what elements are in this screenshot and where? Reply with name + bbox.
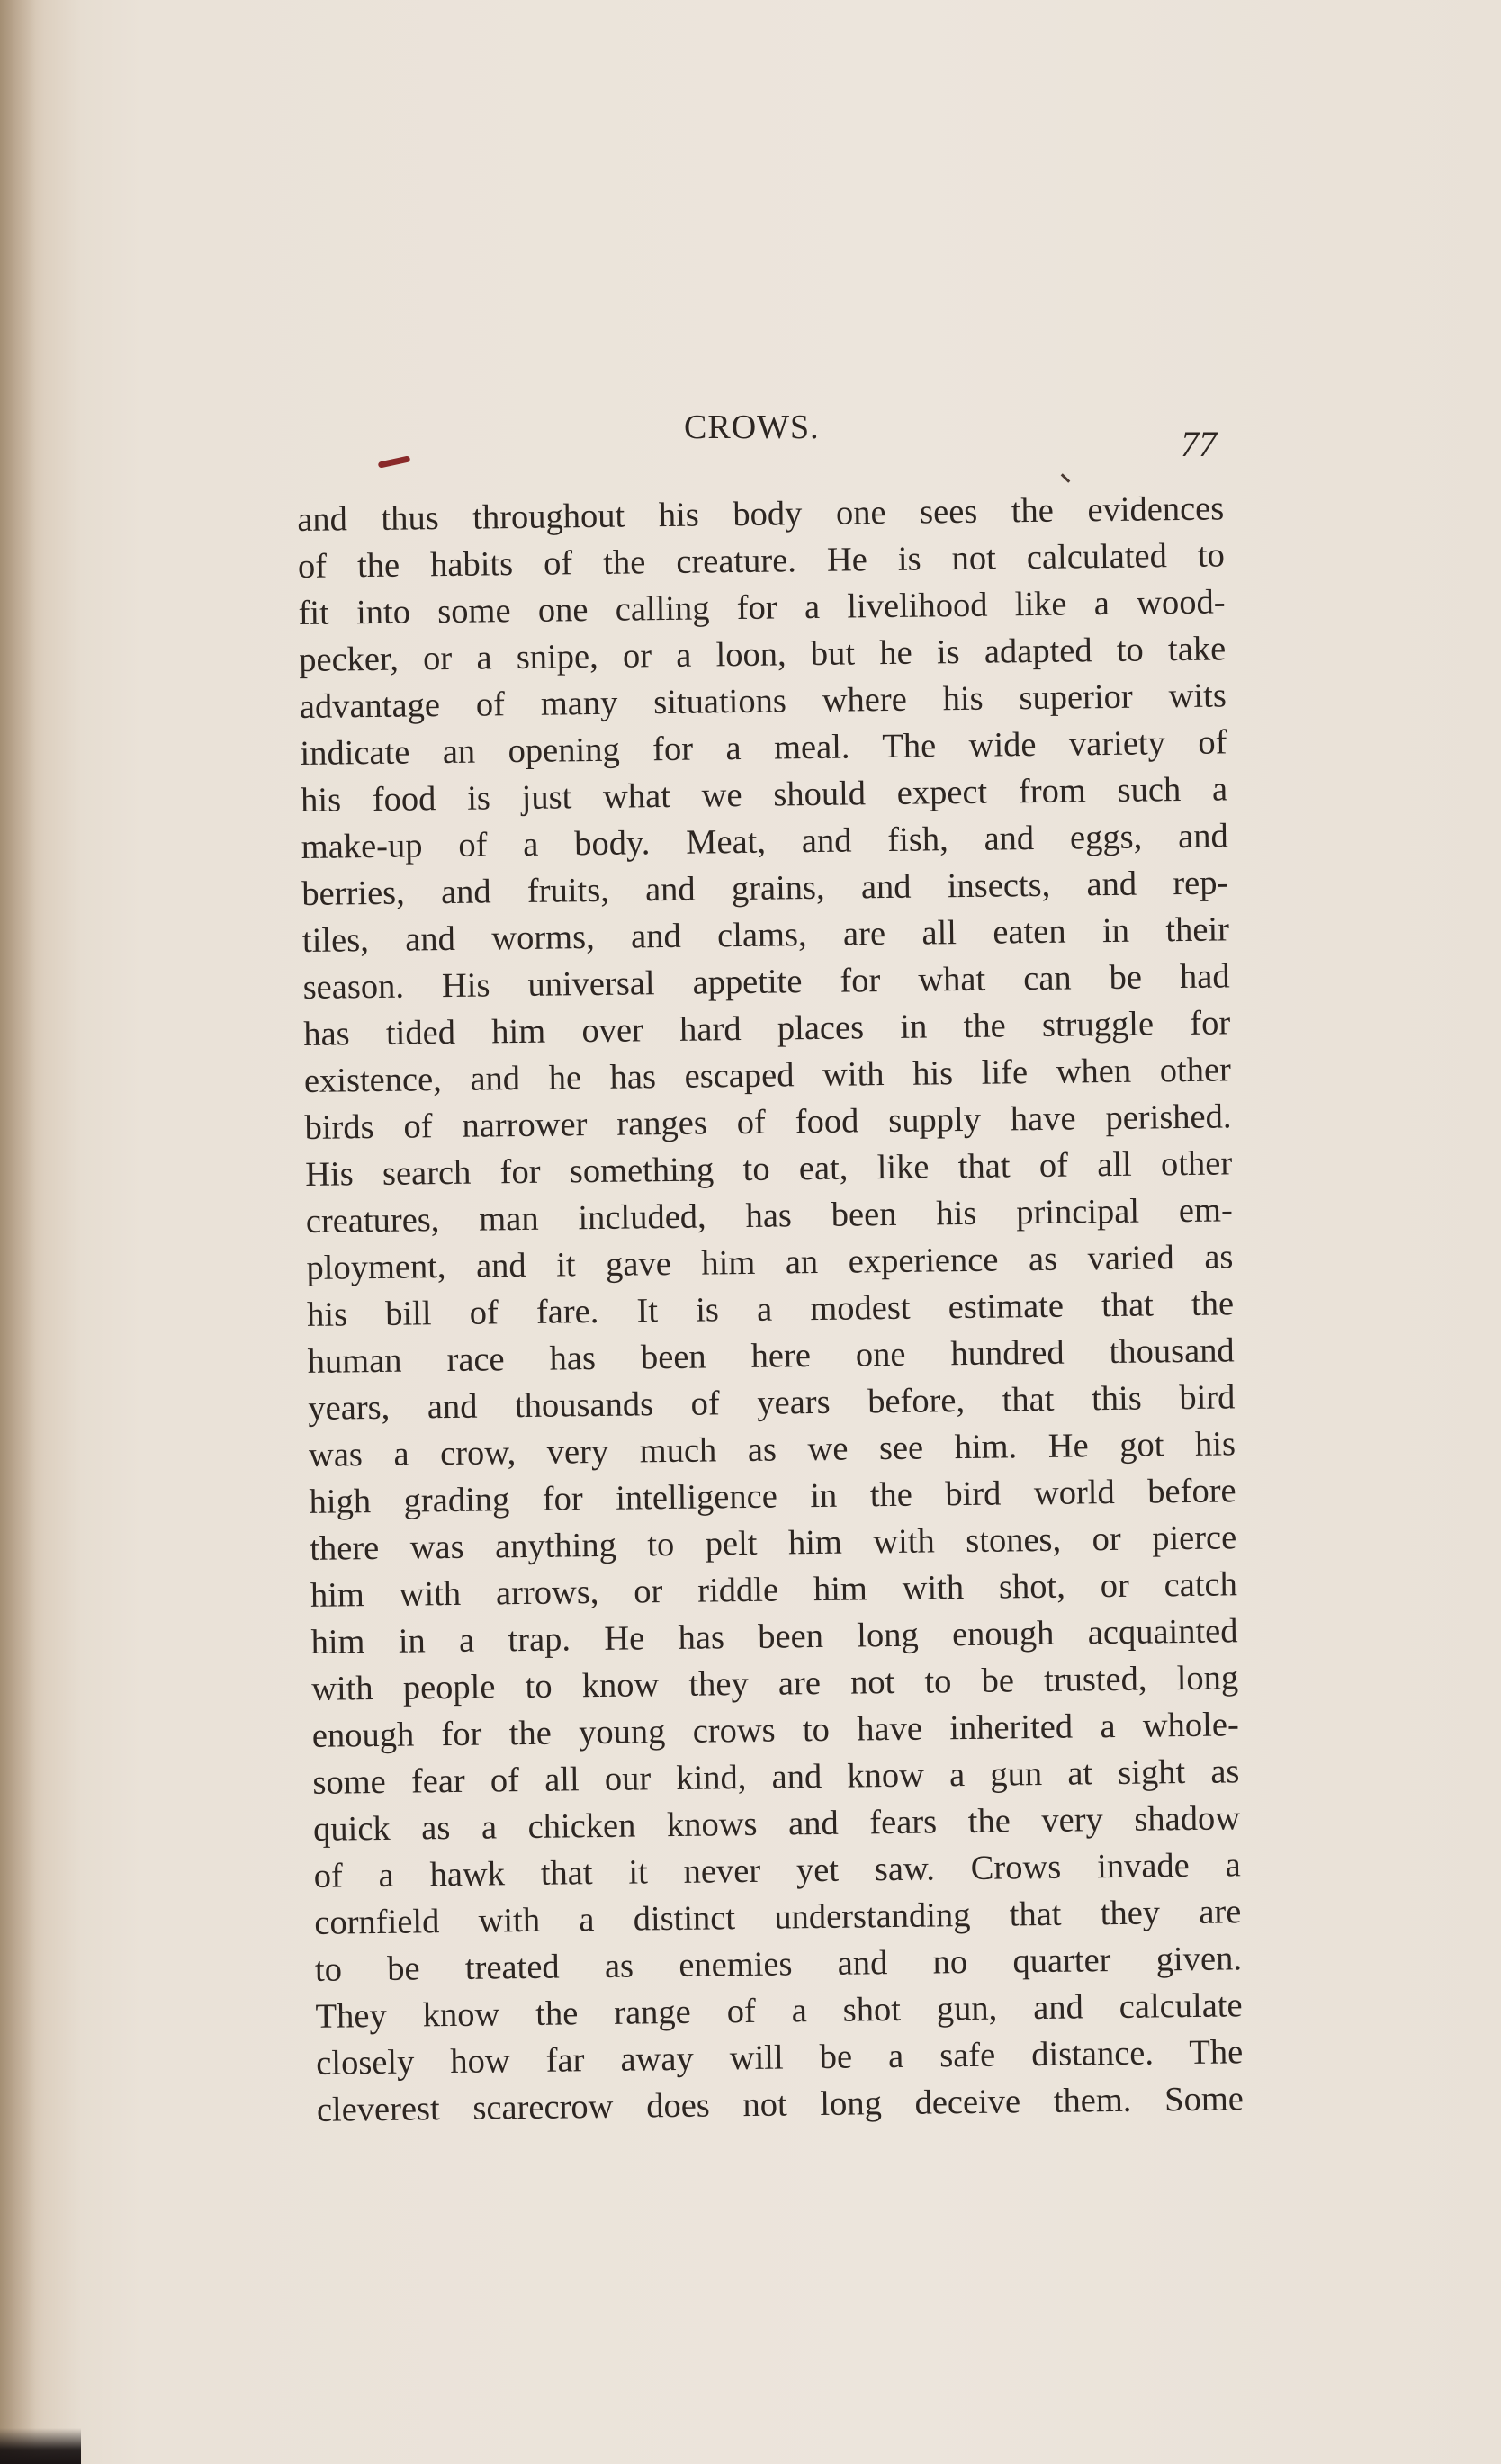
ink-mark-red [378,455,411,468]
text-line: him in a trap. He has been long enough acquainted [310,1612,1238,1662]
text-line: was a crow, very much as we see him. He got his [308,1425,1236,1474]
text-line: enough for the young crows to have inherited a whole- [311,1706,1240,1755]
text-line: They know the range of a shot gun, and calculate [315,1986,1243,2036]
text-line: with people to know they are not to be trusted, long [310,1659,1239,1708]
text-line: berries, and fruits, and grains, and insects, and rep- [301,864,1229,913]
text-line: indicate an opening for a meal. The wide variety of [300,723,1227,773]
text-line: there was anything to pelt him with stones, or pierce [310,1519,1237,1568]
text-line: quick as a chicken knows and fears the very shadow [312,1799,1241,1849]
text-line: cleverest scarecrow does not long deceive them. Some [316,2080,1245,2129]
text-line: high grading for intelligence in the bird world before [309,1472,1236,1521]
text-line: and thus throughout his body one sees the evidences [297,489,1225,539]
text-line: has tided him over hard places in the struggle for [303,1004,1231,1053]
text-line: His search for something to eat, like that of all other [304,1144,1233,1194]
text-line: creatures, man included, has been his principal em- [305,1191,1234,1241]
text-line: advantage of many situations where his superior wits [299,676,1227,726]
text-line: of the habits of the creature. He is not calculated to [297,536,1226,586]
text-line: of a hawk that it never yet saw. Crows invade a [313,1846,1241,1895]
ink-mark-dark [1061,473,1071,483]
text-line: him with arrows, or riddle him with shot, or catch [310,1565,1238,1615]
text-line: pecker, or a snipe, or a loon, but he is adapted to take [298,630,1227,679]
text-line: some fear of all our kind, and know a gun at sight as [312,1752,1240,1802]
text-line: ployment, and it gave him an experience as varied as [306,1238,1234,1287]
text-line: years, and thousands of years before, that this bird [308,1378,1236,1428]
text-line: make-up of a body. Meat, and fish, and eggs, and [301,817,1228,866]
text-line: cornfield with a distinct understanding that they are [314,1893,1242,1942]
gutter-shadow [0,0,36,2464]
page-number: 77 [1181,424,1217,464]
text-line: his bill of fare. It is a modest estimate that the [306,1285,1235,1334]
page-corner-shadow [0,2428,81,2464]
text-line: to be treated as enemies and no quarter given. [314,1940,1243,1989]
text-line: human race has been here one hundred thousand [307,1331,1235,1381]
text-line: his food is just what we should expect from such a [300,770,1228,820]
body-text [297,485,1244,2133]
text-line: tiles, and worms, and clams, are all eaten in their [301,910,1230,960]
text-line: fit into some one calling for a livelihood like a wood- [298,583,1226,632]
running-head: CROWS. [684,408,820,446]
text-line: birds of narrower ranges of food supply have perished. [304,1098,1232,1147]
text-line: season. His universal appetite for what can be had [302,957,1230,1007]
text-line: existence, and he has escaped with his life when other [303,1051,1232,1100]
text-line: closely how far away will be a safe distance. The [316,2033,1244,2083]
